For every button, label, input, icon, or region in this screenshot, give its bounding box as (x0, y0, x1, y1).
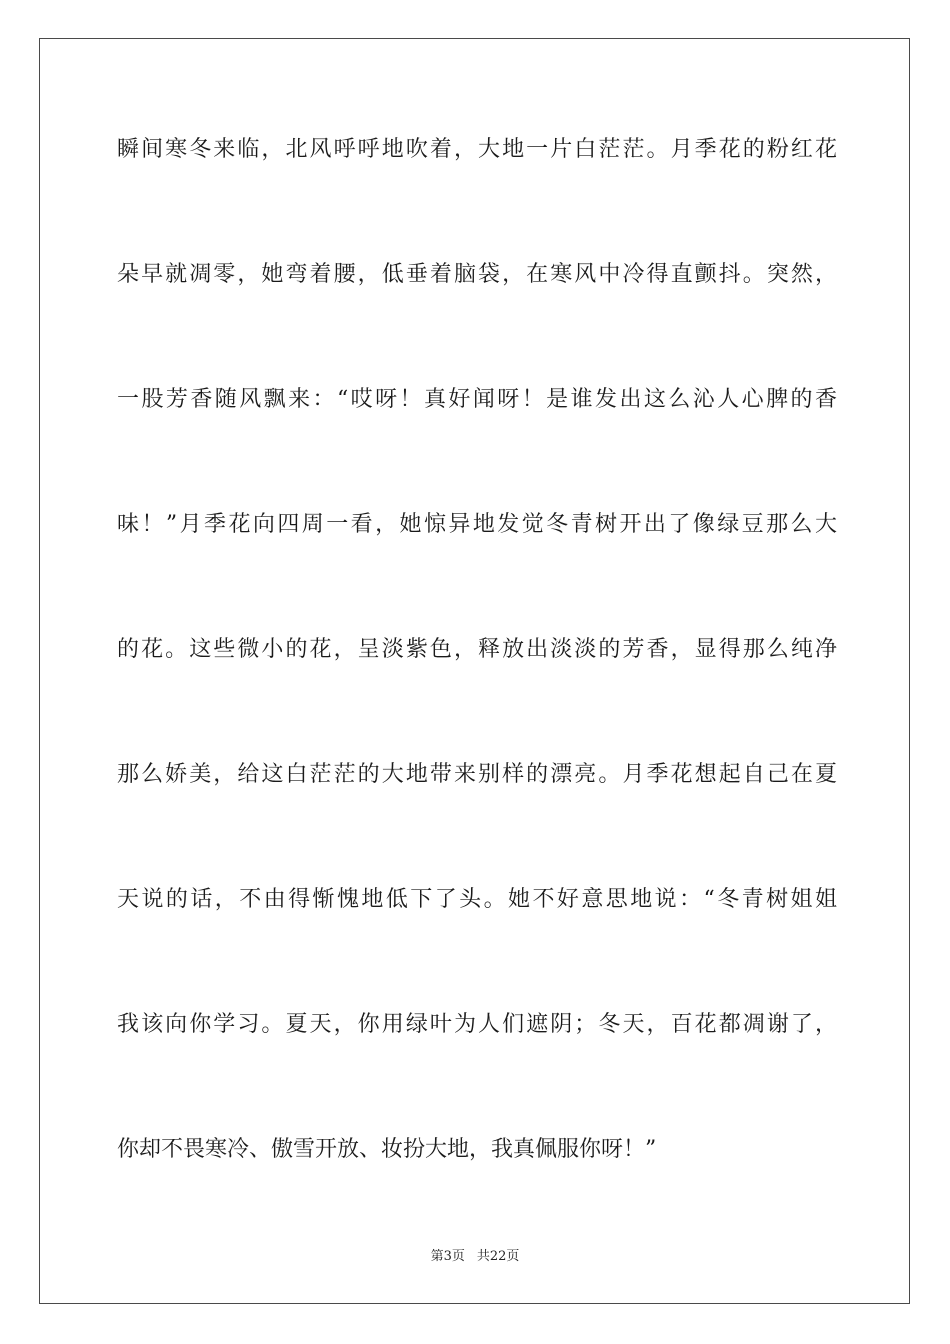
text-line-2: 朵早就凋零，她弯着腰，低垂着脑袋，在寒风中冷得直颤抖。突然， (117, 262, 837, 287)
text-line-4: 味！”月季花向四周一看，她惊异地发觉冬青树开出了像绿豆那么大 (117, 512, 837, 537)
text-line-6: 那么娇美，给这白茫茫的大地带来别样的漂亮。月季花想起自己在夏 (117, 762, 837, 787)
page-footer (0, 1247, 950, 1267)
text-line-3: 一股芳香随风飘来：“哎呀！真好闻呀！是谁发出这么沁人心脾的香 (117, 387, 837, 412)
text-line-7: 天说的话，不由得惭愧地低下了头。她不好意思地说：“冬青树姐姐 (117, 887, 837, 912)
text-line-1: 瞬间寒冬来临，北风呼呼地吹着，大地一片白茫茫。月季花的粉红花 (117, 137, 837, 162)
text-line-9: 你却不畏寒冷、傲雪开放、妆扮大地，我真佩服你呀！” (117, 1137, 657, 1162)
page-number: 第3页 (430, 1249, 465, 1264)
page-border (39, 38, 910, 1304)
text-line-8: 我该向你学习。夏天，你用绿叶为人们遮阴；冬天，百花都凋谢了， (117, 1012, 837, 1037)
page-total: 共22页 (476, 1249, 520, 1264)
text-line-5: 的花。这些微小的花，呈淡紫色，释放出淡淡的芳香，显得那么纯净 (117, 637, 837, 662)
